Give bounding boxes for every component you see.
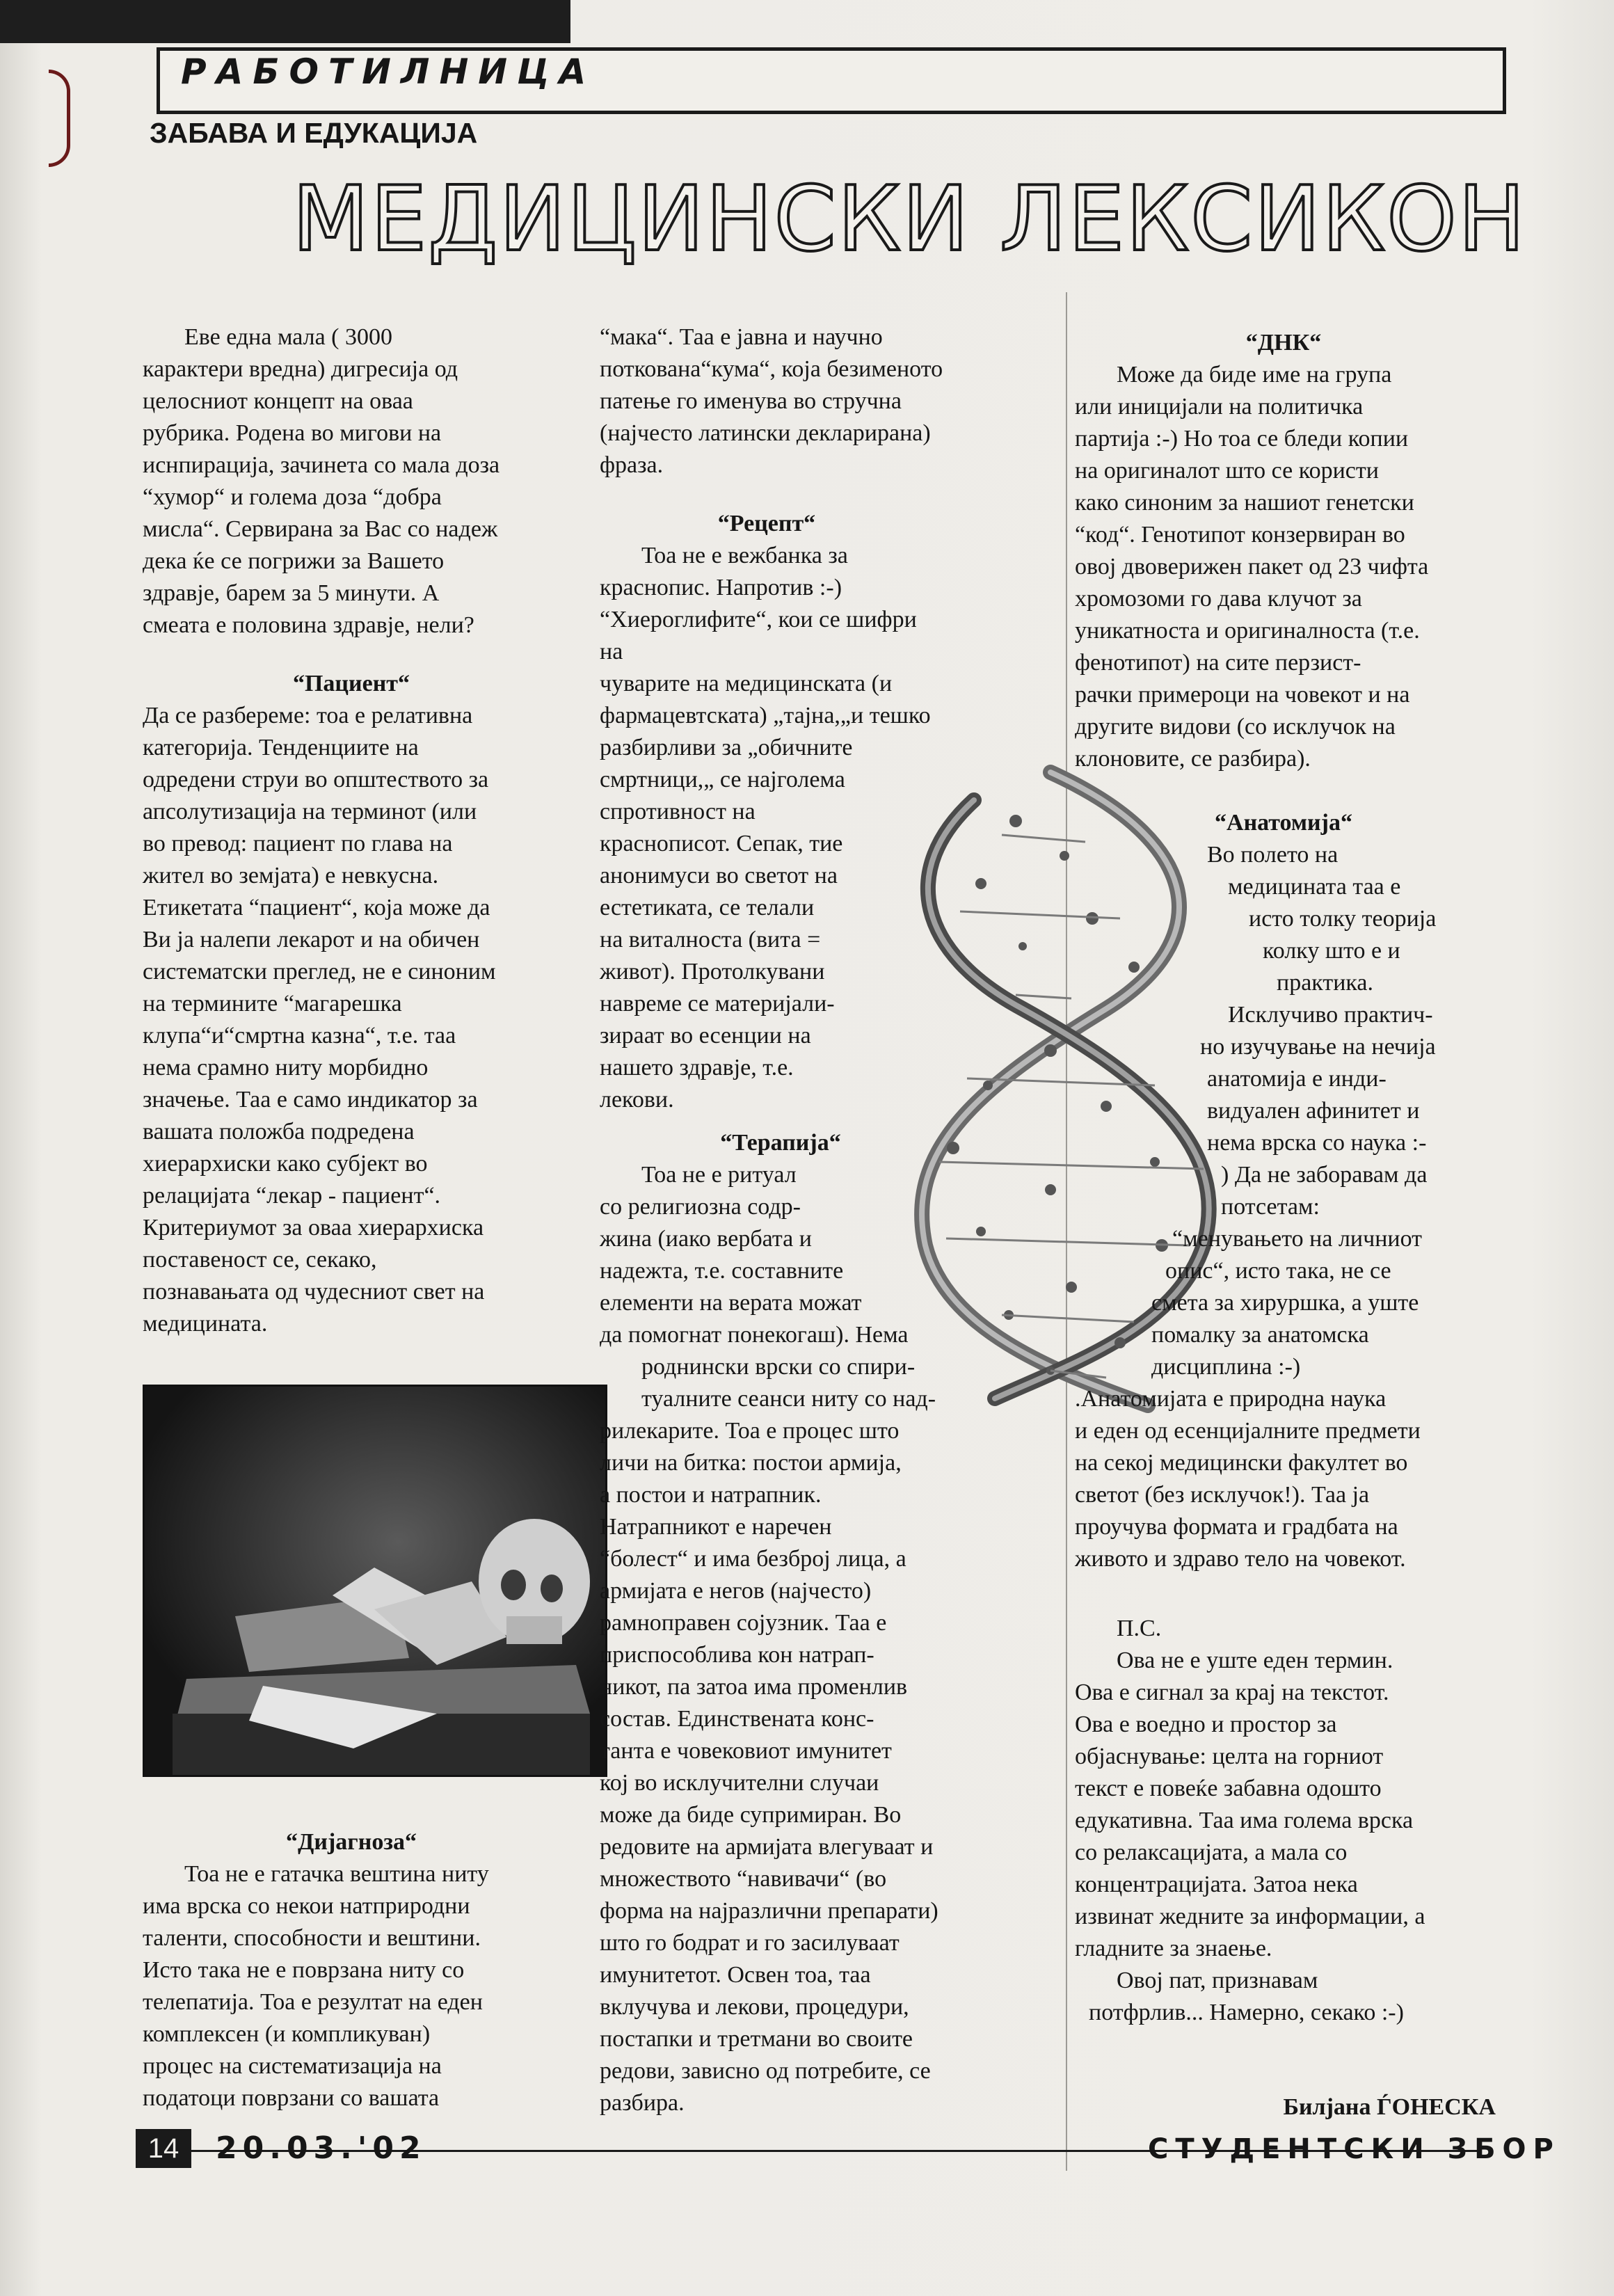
text-line: редови, зависно од потребите, се	[600, 2058, 931, 2084]
author-name: Билјана ЃОНЕСКА	[1283, 2094, 1496, 2120]
text-line: поставеност се, секако,	[143, 1247, 377, 1273]
text-line: Исклучиво практич-	[1228, 1002, 1433, 1028]
text-line: со релаксацијата, а мала со	[1075, 1840, 1348, 1865]
text-line: Тоа не е вежбанка за	[641, 543, 848, 568]
text-line: множеството “навивачи“ (во	[600, 1866, 887, 1892]
text-line: рамноправен сојузник. Таа е	[600, 1610, 887, 1636]
text-line: (најчесто латински декларирана)	[600, 420, 931, 446]
column-2-cont	[600, 321, 1031, 481]
text-line: .Анатомијата е природна наука	[1075, 1386, 1387, 1412]
text-line: личи на битка: постои армија,	[600, 1450, 902, 1476]
text-line: “болест“ и има безброј лица, а	[600, 1546, 906, 1572]
text-line: како синоним за нашиот генетски	[1075, 490, 1414, 516]
text-line: краснопис. Напротив :-)	[600, 575, 842, 600]
text-line: медицината таа е	[1228, 874, 1401, 900]
text-line: здравје, барем за 5 минути. А	[143, 580, 440, 606]
text-line: таленти, способности и вештини.	[143, 1925, 481, 1951]
issue-date: 20.03.'02	[216, 2130, 426, 2166]
text-line: објаснување: целта на горниот	[1075, 1744, 1384, 1769]
text-line: разбирливи за „обичните	[600, 735, 853, 760]
text-line: жина (иако вербата и	[600, 1226, 812, 1252]
text-line: фармацевтската) „тајна,„и тешко	[600, 703, 931, 728]
text-line: роднински врски со спири-	[641, 1354, 916, 1380]
text-line: Да се разбереме: тоа е релативна	[143, 703, 473, 728]
text-line: анатомија е инди-	[1207, 1066, 1387, 1092]
text-line: туалните сеанси ниту со над-	[641, 1386, 936, 1412]
text-line: имунитетот. Освен тоа, таа	[600, 1962, 871, 1988]
text-line: лекови.	[600, 1087, 674, 1113]
text-line: Исто така не е поврзана ниту со	[143, 1957, 465, 1983]
text-line: релацијата “лекар - пациент“.	[143, 1183, 441, 1209]
text-line: форма на најразлични препарати)	[600, 1898, 938, 1924]
text-line: ) Да не заборавам да	[1221, 1162, 1428, 1188]
text-line: кој во исклучителни случаи	[600, 1770, 879, 1796]
section-title: РАБОТИЛНИЦА	[181, 51, 596, 92]
text-line: Ова не е уште еден термин.	[1117, 1648, 1393, 1673]
text-line: постапки и третмани во своите	[600, 2026, 913, 2052]
text-line: редовите на армијата влегуваат и	[600, 1834, 934, 1860]
text-line: Еве една мала ( 3000	[184, 324, 392, 350]
text-line: потфрлив... Намерно, секако :-)	[1089, 2000, 1404, 2025]
text-line: на виталноста (вита =	[600, 927, 821, 952]
text-line: колку што е и	[1263, 938, 1400, 964]
text-line: нашето здравје, т.е.	[600, 1055, 794, 1081]
text-line: има врска со некои натприродни	[143, 1893, 470, 1919]
text-line: нема врска со наука :-	[1207, 1130, 1427, 1156]
text-line: рубрика. Родена во мигови на	[143, 420, 442, 446]
text-line: клоновите, се разбира).	[1075, 746, 1311, 772]
text-line: видуален афинитет и	[1207, 1098, 1420, 1124]
text-line: хромозоми го дава клучот за	[1075, 586, 1362, 612]
text-line: вашата положба подредена	[143, 1119, 415, 1145]
text-line: Етикетата “пациент“, која може да	[143, 895, 490, 920]
text-line: рилекарите. Тоа е процес што	[600, 1418, 900, 1444]
text-line: армијата е негов (најчесто)	[600, 1578, 872, 1604]
text-line: “Хиероглифите“, кои се шифри на	[600, 607, 917, 664]
text-line: живото и здраво тело на човекот.	[1075, 1546, 1406, 1572]
text-line: мисла“. Сервирана за Вас со надеж	[143, 516, 498, 542]
text-line: Овој пат, признавам	[1117, 1968, 1318, 1993]
text-line: на секој медицински факултет во	[1075, 1450, 1408, 1476]
text-line: Натрапникот е наречен	[600, 1514, 832, 1540]
text-line: овој двоверижен пакет од 23 чифта	[1075, 554, 1429, 580]
ps-label: П.С.	[1117, 1616, 1162, 1641]
text-line: нема срамно ниту морбидно	[143, 1055, 429, 1081]
column-3-anatomy	[1075, 807, 1492, 1575]
text-line: партија :-) Но тоа се бледи копии	[1075, 426, 1409, 452]
still-life-photo	[143, 1385, 607, 1777]
text-line: танта е човековиот имунитет	[600, 1738, 892, 1764]
column-3-ps	[1075, 1613, 1492, 2029]
text-line: никот, па затоа има променлив	[600, 1674, 908, 1700]
text-line: значење. Таа е само индикатор за	[143, 1087, 478, 1113]
section-subtitle: ЗАБАВА И ЕДУКАЦИЈА	[150, 117, 478, 149]
text-line: приспособлива кон натрап-	[600, 1642, 874, 1668]
text-line: Може да биде име на група	[1117, 362, 1392, 388]
text-line: смеата е половина здравје, нели?	[143, 612, 474, 638]
text-line: систематски преглед, не е синоним	[143, 959, 496, 984]
text-line: познавањата од чудесниот свет на	[143, 1279, 485, 1305]
text-line: надежта, т.е. составните	[600, 1258, 844, 1284]
publication-name: СТУДЕНТСКИ ЗБОР	[1148, 2133, 1560, 2165]
text-line: уникатноста и оригиналноста (т.е.	[1075, 618, 1420, 644]
text-line: зираат во есенции на	[600, 1023, 811, 1049]
section-heading: “Анатомија“	[1215, 810, 1352, 836]
text-line: светот (без исклучок!). Таа ја	[1075, 1482, 1370, 1508]
text-line: извинат жедните за информации, а	[1075, 1904, 1425, 1929]
text-line: клупа“и“смртна казна“, т.е. таа	[143, 1023, 456, 1049]
text-line: исто толку теорија	[1249, 906, 1437, 932]
text-line: смртници,„ се најголема	[600, 767, 845, 792]
text-line: смета за хируршка, а уште	[1151, 1290, 1419, 1316]
text-line: и еден од есенцијалните предмети	[1075, 1418, 1421, 1444]
text-line: фраза.	[600, 452, 664, 478]
text-line: одредени струи во општеството за	[143, 767, 489, 792]
section-heading: “Рецепт“	[717, 511, 816, 536]
text-line: на термините “магарешка	[143, 991, 402, 1017]
text-line: концентрацијата. Затоа нека	[1075, 1872, 1358, 1897]
text-line: краснописот. Сепак, тие	[600, 831, 843, 856]
text-line: хиерархиски како субјект во	[143, 1151, 428, 1177]
text-line: Ова е сигнал за крај на текстот.	[1075, 1680, 1389, 1705]
text-line: а постои и натрапник.	[600, 1482, 822, 1508]
text-line: Ви ја налепи лекарот и на обичен	[143, 927, 480, 952]
text-line: или иницијали на политичка	[1075, 394, 1364, 420]
text-line: може да биде супримиран. Во	[600, 1802, 902, 1828]
text-line: да помогнат понекогаш). Нема	[600, 1322, 909, 1348]
text-line: фенотипот) на сите перзист-	[1075, 650, 1361, 676]
text-line: спротивност на	[600, 799, 756, 824]
text-line: Тоа не е гатачка вештина ниту	[184, 1861, 489, 1887]
text-line: со религиозна содр-	[600, 1194, 801, 1220]
section-heading: “Терапија“	[720, 1130, 841, 1156]
text-line: податоци поврзани со вашата	[143, 2085, 440, 2111]
text-line: дека ќе се погрижи за Вашето	[143, 548, 445, 574]
article-title: МЕДИЦИНСКИ ЛЕКСИКОН	[292, 168, 1527, 271]
page-number: 14	[136, 2129, 191, 2168]
text-line: апсолутизација на терминот (или	[143, 799, 477, 824]
text-line: но изучување на нечија	[1200, 1034, 1436, 1060]
text-line: “мака“. Таа е јавна и научно	[600, 324, 883, 350]
staple-clip	[49, 70, 70, 167]
text-line: состав. Единствената конс-	[600, 1706, 874, 1732]
text-line: анонимуси во светот на	[600, 863, 838, 888]
column-1-diagnosis	[143, 1826, 560, 2114]
text-line: Ова е воедно и простор за	[1075, 1712, 1337, 1737]
column-1-patient	[143, 668, 560, 1340]
text-line: медицината.	[143, 1311, 268, 1337]
text-line: телепатија. Тоа е резултат на еден	[143, 1989, 483, 2015]
text-line: елементи на верата можат	[600, 1290, 862, 1316]
text-line: карактери вредна) дигресија од	[143, 356, 458, 382]
text-line: патење го именува во стручна	[600, 388, 902, 414]
section-heading: “ДНК“	[1245, 330, 1322, 356]
text-line: чуварите на медицинската (и	[600, 671, 893, 696]
section-heading: “Дијагноза“	[286, 1829, 417, 1855]
text-line: опис“, исто така, не се	[1165, 1258, 1391, 1284]
text-line: процес на систематизација на	[143, 2053, 442, 2079]
text-line: едукативна. Таа има голема врска	[1075, 1808, 1414, 1833]
skull-book-image	[145, 1387, 605, 1775]
text-line: Критериумот за оваа хиерархиска	[143, 1215, 484, 1241]
text-line: што го бодрат и го засилуваат	[600, 1930, 900, 1956]
text-line: разбира.	[600, 2090, 685, 2116]
text-line: помалку за анатомска	[1151, 1322, 1369, 1348]
text-line: “хумор“ и голема доза “добра	[143, 484, 442, 510]
text-line: проучува формата и градбата на	[1075, 1514, 1398, 1540]
column-3-dna	[1075, 327, 1492, 775]
text-line: категорија. Тенденциите на	[143, 735, 419, 760]
text-line: живот). Протолкувани	[600, 959, 825, 984]
text-line: рачки примероци на човекот и на	[1075, 682, 1410, 708]
text-line: текст е повеќе забавна одошто	[1075, 1776, 1382, 1801]
text-line: целосниот концепт на оваа	[143, 388, 413, 414]
column-2-therapy-b	[600, 1351, 1031, 2119]
text-line: поткована“кума“, која безименото	[600, 356, 943, 382]
text-line: Тоа не е ритуал	[641, 1162, 797, 1188]
text-line: практика.	[1277, 970, 1374, 996]
text-line: “код“. Генотипот конзервиран во	[1075, 522, 1405, 548]
section-heading: “Пациент“	[292, 671, 410, 696]
column-1-intro	[143, 321, 560, 641]
text-line: гладните за знаење.	[1075, 1936, 1272, 1961]
text-line: дисциплина :-)	[1151, 1354, 1301, 1380]
text-line: другите видови (со исклучок на	[1075, 714, 1396, 740]
text-line: иснпирација, зачинета со мала доза	[143, 452, 500, 478]
text-line: Во полето на	[1207, 842, 1339, 868]
text-line: во превод: пациент по глава на	[143, 831, 453, 856]
corner-block	[0, 0, 570, 43]
text-line: “менувањето на личниот	[1172, 1226, 1423, 1252]
text-line: комплексен (и компликуван)	[143, 2021, 431, 2047]
text-line: на оригиналот што се користи	[1075, 458, 1379, 484]
text-line: жител во земјата) е невкусна.	[143, 863, 439, 888]
text-line: вклучува и лекови, процедури,	[600, 1994, 909, 2020]
text-line: навреме се материјали-	[600, 991, 835, 1017]
text-line: естетиката, се телали	[600, 895, 815, 920]
text-line: потсетам:	[1221, 1194, 1320, 1220]
